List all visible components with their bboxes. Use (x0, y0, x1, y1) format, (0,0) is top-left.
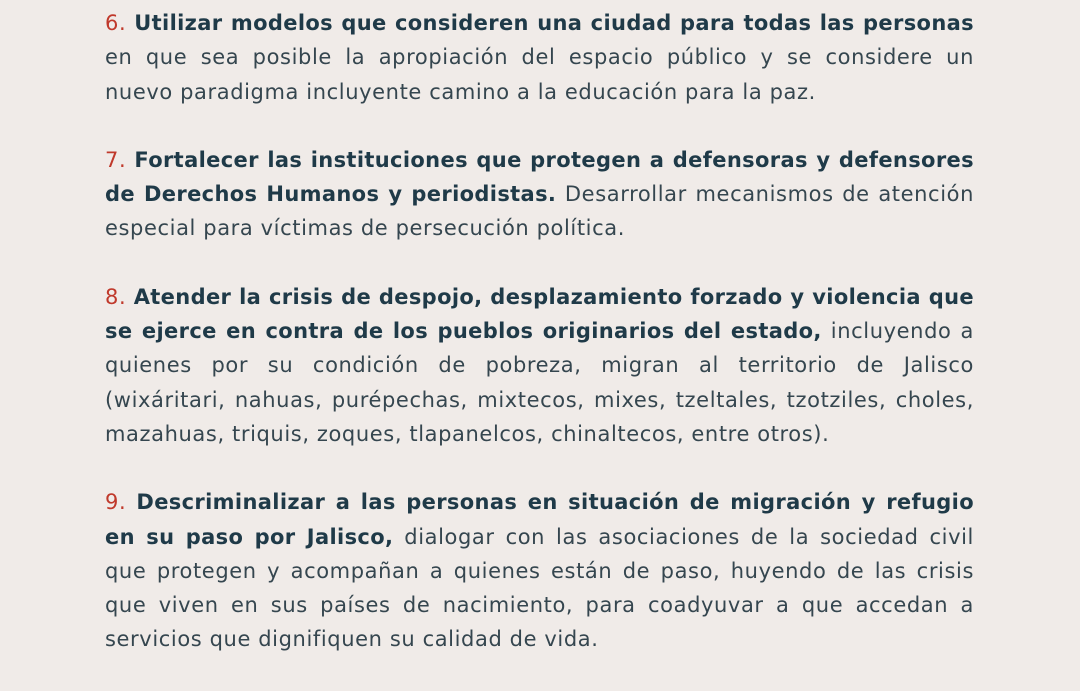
item-text: Desarrollar mecanismos de atención especial para víctimas de persecución política. (105, 182, 974, 241)
item-number: 9. (105, 490, 127, 515)
list-item-7 (105, 143, 974, 246)
document-body (105, 6, 974, 691)
item-number: 7. (105, 147, 127, 172)
item-heading: Utilizar modelos que consideren una ciudad para todas las personas (134, 11, 974, 35)
list-item-9 (105, 485, 974, 656)
item-number: 8. (105, 284, 127, 309)
list-item-8 (105, 280, 974, 451)
item-heading: Descriminalizar a las personas en situación de migración y refugio en su paso por Jalisco, (105, 490, 974, 549)
item-number: 6. (105, 11, 127, 35)
item-text: en que sea posible la apropiación del espacio público y se considere un nuevo paradigma incluyente camino a la educación para la paz. (105, 45, 974, 104)
item-heading: Atender la crisis de despojo, desplazamiento forzado y violencia que se ejerce en contra de los pueblos originarios del estado, (105, 284, 974, 344)
item-heading: Fortalecer las instituciones que protegen a defensoras y defensores de Derechos Humanos y periodistas. (105, 147, 974, 207)
item-text: dialogar con las asociaciones de la sociedad civil que protegen y acompañan a quienes están de paso, huyendo de las crisis que viven en sus países de nacimiento, para coadyuvar a que accedan a servicios que dignifiquen su calidad de vida. (105, 524, 974, 652)
item-text: incluyendo a quienes por su condición de pobreza, migran al territorio de Jalisco (wixáritari, nahuas, purépechas, mixtecos, mixes, tzeltales, tzotziles, choles, mazahuas, triquis, zoques, tlapanelcos, chinaltecos, entre otros). (105, 319, 974, 446)
list-item-6 (105, 6, 974, 109)
